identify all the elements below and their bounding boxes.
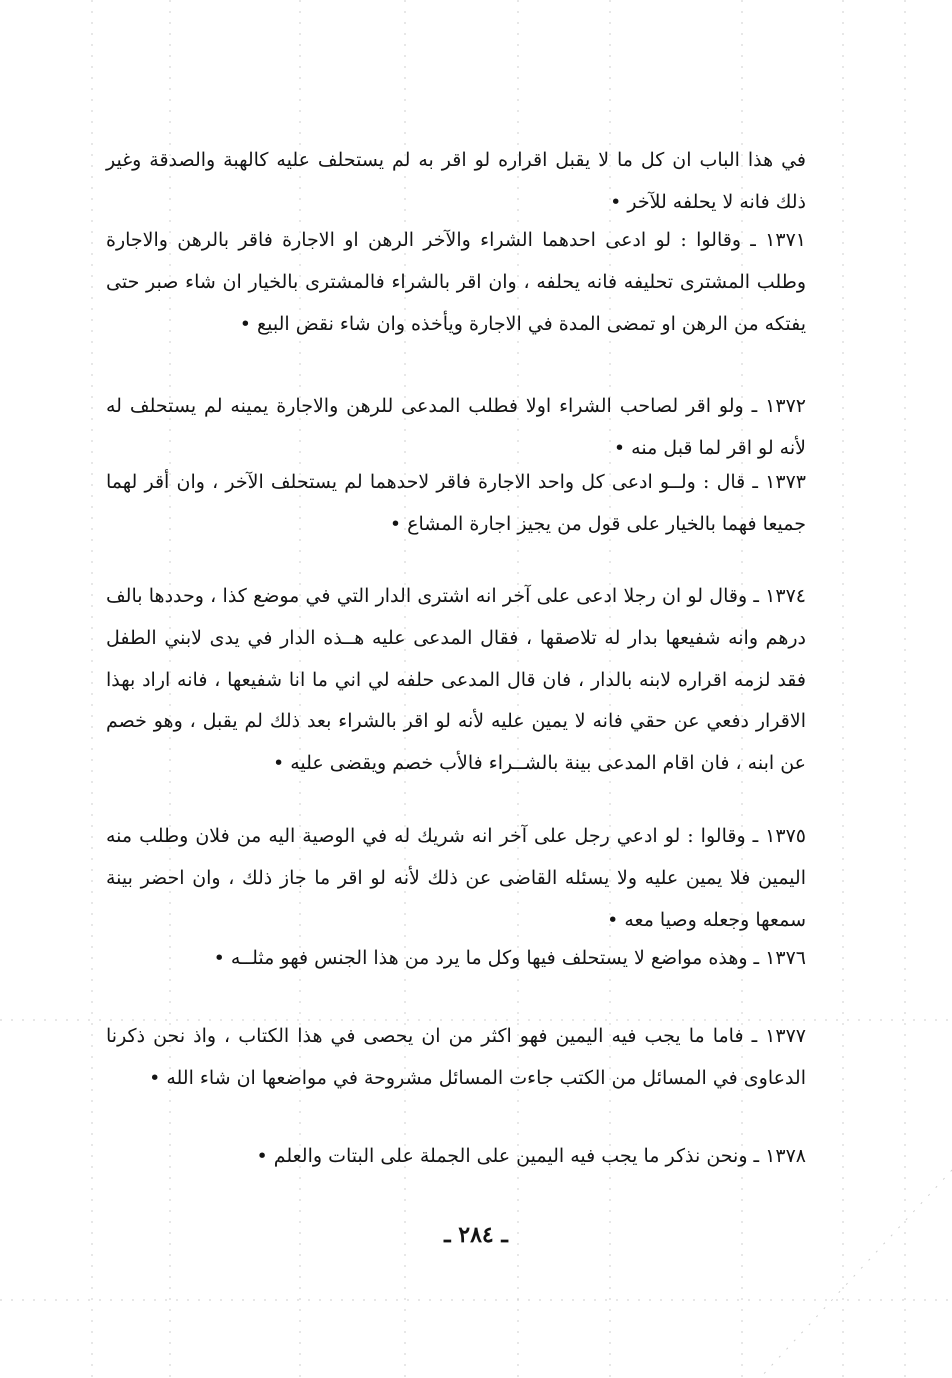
paragraph-text-2: ١٣٧٢ ـ ولو اقر لصاحب الشراء اولا فطلب المدعى للرهن والاجارة يمينه لم يستحلف له لأنه لو اقر لما قبل منه • (106, 395, 806, 459)
paragraph-1376 (106, 938, 806, 980)
paragraph-text-0: في هذا الباب ان كل ما لا يقبل اقراره لو اقر به لم يستحلف عليه كالهبة والصدقة وغير ذلك فانه لا يحلفه للآخر • (106, 149, 806, 213)
paragraph-1378 (106, 1136, 806, 1178)
paragraph-text-7: ١٣٧٧ ـ فاما ما يجب فيه اليمين فهو اكثر من ان يحصى في هذا الكتاب ، واذ نحن ذكرنا الدعاوى في المسائل من الكتب جاءت المسائل مشروحة في مواضعها ان شاء الله • (106, 1025, 806, 1089)
paragraph-1377 (106, 1016, 806, 1100)
paragraph-1375 (106, 816, 806, 941)
paragraph-1371 (106, 220, 806, 345)
paragraph-text-6: ١٣٧٦ ـ وهذه مواضع لا يستحلف فيها وكل ما يرد من هذا الجنس فهو مثلــه • (213, 947, 806, 969)
paragraph-1374 (106, 576, 806, 785)
paragraph-1373 (106, 462, 806, 546)
paragraph-1372 (106, 386, 806, 470)
paragraph-text-8: ١٣٧٨ ـ ونحن نذكر ما يجب فيه اليمين على الجملة على البتات والعلم • (256, 1145, 806, 1167)
paragraph-text-5: ١٣٧٥ ـ وقالوا : لو ادعي رجل على آخر انه شريك له في الوصية اليه من فلان وطلب منه اليمين فلا يمين عليه ولا يسئله القاضى عن ذلك لأنه لو اقر ما جاز ذلك ، وان احضر بينة سمعها وجعله وصيا معه • (106, 825, 806, 931)
paragraph-text-1: ١٣٧١ ـ وقالوا : لو ادعى احدهما الشراء والآخر الرهن او الاجارة فاقر بالرهن والاجارة وطلب المشترى تحليفه فانه يحلفه ، وان اقر بالشراء فالمشترى بالخيار ان شاء صبر حتى يفتكه من الرهن او تمضى المدة في الاجارة ويأخذه وان شاء نقض البيع • (106, 229, 806, 335)
paragraph-text-3: ١٣٧٣ ـ قال : ولــو ادعى كل واحد الاجارة فاقر لاحدهما لم يستحلف الآخر ، وان أقر لهما جميعا فهما بالخيار على قول من يجيز اجارة المشاع • (106, 471, 806, 535)
paragraph-continuation (106, 140, 806, 224)
paragraph-text-4: ١٣٧٤ ـ وقال لو ان رجلا ادعى على آخر انه اشترى الدار التي في موضع كذا ، وحددها بالف درهم وانه شفيعها بدار له تلاصقها ، فقال المدعى عليه هــذه الدار في يدى لابني الطفل فقد لزمه اقراره لابنه بالدار ، فان قال المدعى حلفه لي اني ما انا شفيعها ، فانه اراد بهذا الاقرار دفعي عن حقي فانه لا يمين عليه لأنه لو اقر بالشراء بعد ذلك لم يقبل ، وهو خصم عن ابنه ، فان اقام المدعى بينة بالشــراء فالأب خصم ويقضى عليه • (106, 585, 806, 775)
page-number: ـ ٢٨٤ ـ (444, 1222, 508, 1248)
